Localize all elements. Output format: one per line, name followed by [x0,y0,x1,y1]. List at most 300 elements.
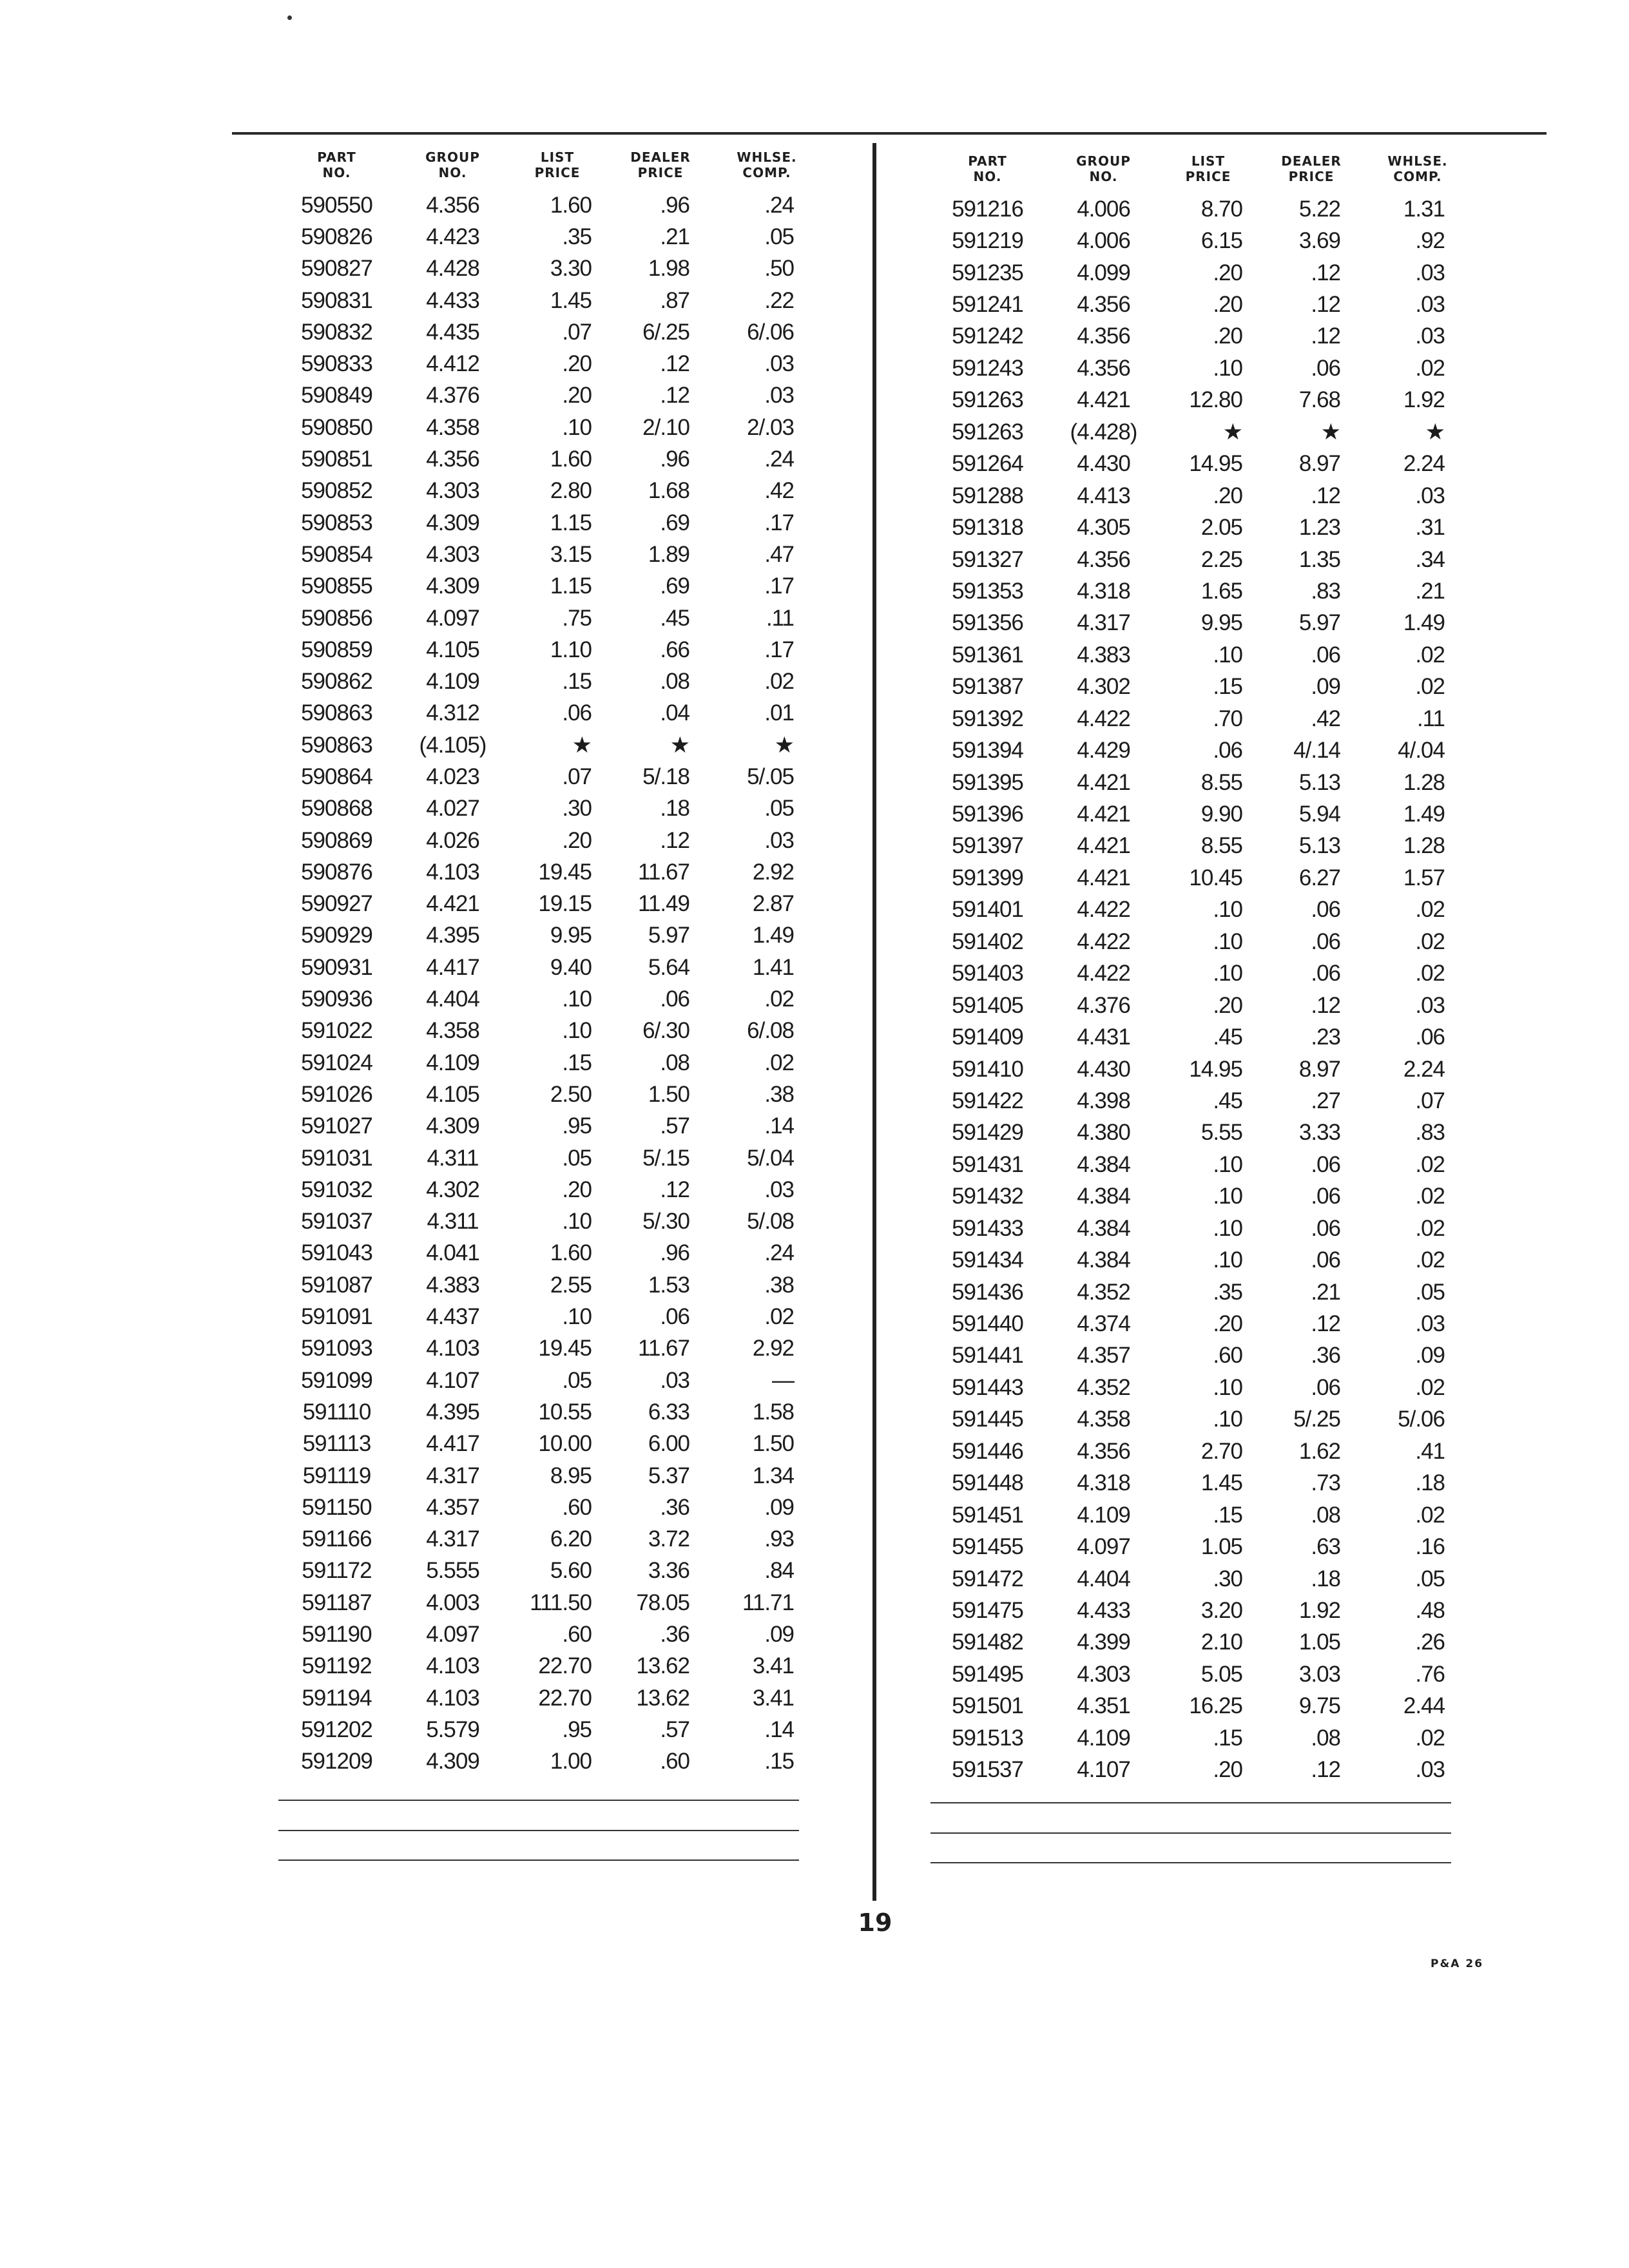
list-price-cell: ★ [572,732,592,758]
dealer-price-cell: .87 [660,287,689,313]
header-group-no: GROUP NO. [1076,153,1131,184]
table-row [277,1714,818,1745]
table-row [277,539,818,570]
group-no-cell: 4.358 [426,414,479,440]
group-no-cell: 4.404 [426,986,479,1012]
group-no-cell: 4.433 [1077,1597,1130,1623]
whlse-comp-cell: .02 [764,1304,794,1330]
part-no-cell: 590862 [301,669,372,695]
group-no-cell: 5.555 [426,1558,479,1584]
table-row [277,1619,818,1650]
whlse-comp-cell: .93 [764,1526,794,1552]
dealer-price-cell: .06 [1311,1247,1340,1273]
dealer-price-cell: .12 [660,351,689,377]
whlse-comp-cell: .76 [1415,1661,1445,1687]
part-no-cell: 591409 [952,1024,1023,1050]
list-price-cell: 3.20 [1200,1597,1242,1623]
group-no-cell: 4.302 [1077,674,1130,700]
group-no-cell: 4.395 [426,923,479,948]
dealer-price-cell: 11.67 [638,859,689,885]
whlse-comp-cell: .05 [1415,1566,1445,1591]
table-row [277,889,818,920]
header-part-no: PART NO. [317,149,356,180]
dealer-price-cell: .08 [1311,1725,1340,1751]
table-row [928,1722,1469,1754]
group-no-cell: 4.023 [426,764,479,789]
list-price-cell: 22.70 [538,1685,592,1711]
blank-rule [278,1800,799,1801]
list-price-cell: 1.60 [550,192,592,218]
dealer-price-cell: 1.53 [648,1272,689,1298]
group-no-cell: 4.105 [426,637,479,662]
group-no-cell: 4.107 [1077,1757,1130,1783]
group-no-cell: 4.109 [1077,1502,1130,1528]
whlse-comp-cell: 1.50 [752,1431,794,1457]
table-row [928,289,1469,320]
whlse-comp-cell: .14 [764,1716,794,1742]
whlse-comp-cell: .02 [1415,928,1445,954]
table-row [928,1627,1469,1658]
dealer-price-cell: .09 [1311,674,1340,700]
whlse-comp-cell: .02 [1415,355,1445,381]
whlse-comp-cell: .83 [1415,1120,1445,1146]
group-no-cell: 4.109 [426,1050,479,1075]
whlse-comp-cell: 1.34 [752,1463,794,1488]
whlse-comp-cell: 1.49 [752,923,794,948]
header-whlse-comp: WHLSE. COMP. [737,149,797,180]
list-price-cell: .45 [1213,1088,1242,1113]
list-price-cell: 1.00 [550,1749,592,1774]
group-no-cell: 4.422 [1077,961,1130,986]
whlse-comp-cell: .01 [764,700,794,726]
table-row [928,990,1469,1021]
table-row [277,285,818,316]
dealer-price-cell: .36 [660,1494,689,1520]
whlse-comp-cell: 2.92 [752,859,794,885]
whlse-comp-cell: .14 [764,1113,794,1139]
table-row [928,1340,1469,1372]
table-row [277,1142,818,1174]
table-row [928,448,1469,480]
list-price-cell: .15 [562,669,592,695]
list-price-cell: 8.95 [550,1463,592,1488]
list-price-cell: .95 [562,1716,592,1742]
group-no-cell: 4.305 [1077,515,1130,541]
whlse-comp-cell: .02 [1415,1215,1445,1241]
table-row [277,825,818,856]
table-row [928,798,1469,830]
whlse-comp-cell: 1.57 [1403,865,1445,890]
part-no-cell: 591209 [301,1749,372,1774]
list-price-cell: .20 [562,1177,592,1202]
group-no-cell: 4.356 [426,447,479,472]
whlse-comp-cell: 2.87 [752,891,794,917]
part-no-cell: 591219 [952,228,1023,254]
group-no-cell: 4.412 [426,351,479,377]
list-price-cell: 19.15 [538,891,592,917]
dealer-price-cell: .04 [660,700,689,726]
list-price-cell: 5.05 [1200,1661,1242,1687]
header-group-no: GROUP NO. [425,149,480,180]
part-no-cell: 591495 [952,1661,1023,1687]
left-header-row [277,149,818,189]
group-no-cell: 4.383 [426,1272,479,1298]
dealer-price-cell: .06 [660,986,689,1012]
table-row [277,1651,818,1682]
part-no-cell: 591405 [952,992,1023,1018]
part-no-cell: 591387 [952,674,1023,700]
table-row [928,257,1469,289]
list-price-cell: .10 [1213,897,1242,923]
group-no-cell: 4.351 [1077,1693,1130,1719]
table-row [277,1301,818,1332]
group-no-cell: 4.303 [1077,1661,1130,1687]
list-price-cell: 1.15 [550,510,592,535]
whlse-comp-cell: .50 [764,256,794,282]
group-no-cell: 4.421 [1077,769,1130,795]
whlse-comp-cell: 2.92 [752,1336,794,1361]
list-price-cell: .15 [1213,1725,1242,1751]
table-row [928,193,1469,225]
group-no-cell: 4.318 [1077,578,1130,604]
whlse-comp-cell: .03 [1415,483,1445,508]
part-no-cell: 591150 [302,1494,372,1520]
dealer-price-cell: .12 [1311,992,1340,1018]
whlse-comp-cell: 2.24 [1403,451,1445,477]
table-row [928,512,1469,543]
whlse-comp-cell: .02 [1415,897,1445,923]
table-row [277,348,818,380]
list-price-cell: .10 [1213,1374,1242,1400]
whlse-comp-cell: 5/.05 [747,764,794,789]
table-row [928,862,1469,894]
list-price-cell: 9.40 [550,954,592,980]
list-price-cell: .05 [562,1367,592,1393]
list-price-cell: .20 [1213,260,1242,285]
table-row [928,1244,1469,1276]
list-price-cell: .10 [1213,355,1242,381]
dealer-price-cell: 1.89 [648,541,689,567]
part-no-cell: 591431 [952,1151,1023,1177]
header-dealer-price: DEALER PRICE [1281,153,1342,184]
list-price-cell: 14.95 [1189,1056,1242,1082]
group-no-cell: 4.312 [426,700,479,726]
whlse-comp-cell: 6/.08 [747,1018,794,1044]
left-table-body [277,189,818,1778]
blank-rule [278,1830,799,1831]
list-price-cell: .10 [1213,1407,1242,1432]
whlse-comp-cell: .92 [1415,228,1445,254]
table-row [277,443,818,475]
list-price-cell: 10.55 [538,1399,592,1425]
part-no-cell: 591318 [952,515,1023,541]
dealer-price-cell: .06 [1311,1215,1340,1241]
table-row [277,571,818,602]
table-row [928,1085,1469,1117]
table-row [277,602,818,634]
list-price-cell: .05 [562,1145,592,1171]
part-no-cell: 591043 [301,1240,372,1266]
dealer-price-cell: .23 [1311,1024,1340,1050]
list-price-cell: .60 [562,1494,592,1520]
part-no-cell: 591356 [952,610,1023,636]
whlse-comp-cell: .03 [1415,323,1445,349]
part-no-cell: 591110 [302,1399,371,1425]
table-row [277,476,818,507]
table-row [277,1015,818,1047]
dealer-price-cell: .12 [1311,1757,1340,1783]
table-row [277,507,818,539]
whlse-comp-cell: 1.49 [1403,610,1445,636]
table-row [277,1460,818,1492]
part-no-cell: 591392 [952,706,1023,731]
whlse-comp-cell: .09 [764,1622,794,1647]
whlse-comp-cell: .03 [1415,260,1445,285]
group-no-cell: 4.006 [1077,196,1130,222]
group-no-cell: 4.317 [426,1463,479,1488]
part-no-cell: 590826 [301,224,372,249]
part-no-cell: 591432 [952,1184,1023,1209]
part-no-cell: 590863 [301,700,372,726]
dealer-price-cell: 2/.10 [642,414,689,440]
group-no-cell: 4.433 [426,287,479,313]
part-no-cell: 591327 [952,546,1023,572]
part-no-cell: 591099 [301,1367,372,1393]
dealer-price-cell: .36 [660,1622,689,1647]
dealer-price-cell: 8.97 [1298,1056,1340,1082]
list-price-cell: 2.50 [550,1081,592,1107]
whlse-comp-cell: .05 [764,796,794,822]
dealer-price-cell: .08 [1311,1502,1340,1528]
dealer-price-cell: .06 [1311,961,1340,986]
whlse-comp-cell: — [772,1367,794,1393]
whlse-comp-cell: ★ [774,732,794,758]
dealer-price-cell: .83 [1311,578,1340,604]
list-price-cell: .20 [562,827,592,853]
list-price-cell: 22.70 [538,1653,592,1679]
whlse-comp-cell: .05 [764,224,794,249]
table-row [928,416,1469,448]
table-row [928,1658,1469,1690]
whlse-comp-cell: .24 [764,1240,794,1266]
part-no-cell: 591455 [952,1534,1023,1560]
group-no-cell: 4.302 [426,1177,479,1202]
part-no-cell: 591242 [952,323,1023,349]
dealer-price-cell: .27 [1311,1088,1340,1113]
group-no-cell: (4.428) [1070,419,1137,445]
dealer-price-cell: .42 [1311,706,1340,731]
part-no-cell: 590831 [301,287,372,313]
group-no-cell: 4.311 [427,1209,479,1235]
part-no-cell: 591031 [301,1145,372,1171]
whlse-comp-cell: 6/.06 [747,319,794,345]
whlse-comp-cell: 5/.08 [747,1209,794,1235]
blank-rule [930,1862,1451,1863]
list-price-cell: 9.95 [550,923,592,948]
group-no-cell: 4.356 [1077,323,1130,349]
group-no-cell: 4.303 [426,541,479,567]
table-row [928,1563,1469,1595]
list-price-cell: ★ [1222,419,1242,445]
whlse-comp-cell: .11 [1416,706,1445,731]
list-price-cell: .10 [1213,642,1242,668]
part-no-cell: 590856 [301,605,372,631]
list-price-cell: 2.10 [1200,1629,1242,1655]
list-price-cell: 8.55 [1200,833,1242,859]
part-no-cell: 591410 [952,1056,1023,1082]
list-price-cell: .60 [1213,1343,1242,1369]
dealer-price-cell: 5.13 [1298,769,1340,795]
whlse-comp-cell: .03 [1415,992,1445,1018]
part-no-cell: 591027 [301,1113,372,1139]
dealer-price-cell: .06 [1311,928,1340,954]
part-no-cell: 590929 [301,923,372,948]
dealer-price-cell: .21 [660,224,689,249]
part-no-cell: 591119 [302,1463,371,1488]
part-no-cell: 591091 [301,1304,372,1330]
header-dealer-price: DEALER PRICE [630,149,691,180]
dealer-price-cell: .63 [1311,1534,1340,1560]
dealer-price-cell: .57 [660,1113,689,1139]
part-no-cell: 590855 [301,573,372,599]
table-row [928,544,1469,575]
table-row [277,380,818,412]
blank-rule [930,1802,1451,1803]
dealer-price-cell: 5.13 [1298,833,1340,859]
group-no-cell: 4.356 [1077,292,1130,318]
list-price-cell: 8.55 [1200,769,1242,795]
dealer-price-cell: 5.64 [648,954,689,980]
table-row [928,671,1469,703]
table-row [277,1396,818,1428]
list-price-cell: .06 [1213,738,1242,764]
whlse-comp-cell: 1.92 [1403,387,1445,413]
dealer-price-cell: .06 [660,1304,689,1330]
list-price-cell: .30 [1213,1566,1242,1591]
group-no-cell: 4.105 [426,1081,479,1107]
list-price-cell: .20 [1213,483,1242,508]
list-price-cell: 14.95 [1189,451,1242,477]
table-row [928,831,1469,862]
table-row [928,575,1469,607]
list-price-cell: 3.15 [550,541,592,567]
dealer-price-cell: .69 [660,510,689,535]
part-no-cell: 591446 [952,1438,1023,1464]
whlse-comp-cell: 3.41 [752,1653,794,1679]
dealer-price-cell: .57 [660,1716,689,1742]
group-no-cell: 4.041 [426,1240,479,1266]
part-no-cell: 591194 [302,1685,372,1711]
part-no-cell: 591241 [952,292,1023,318]
table-row [928,1499,1469,1531]
group-no-cell: 4.374 [1077,1311,1130,1337]
part-no-cell: 591264 [952,451,1023,477]
list-price-cell: .95 [562,1113,592,1139]
dealer-price-cell: 1.50 [648,1081,689,1107]
group-no-cell: 4.384 [1077,1184,1130,1209]
group-no-cell: 4.097 [1077,1534,1130,1560]
table-row [928,1117,1469,1149]
table-row [277,1555,818,1587]
dealer-price-cell: .73 [1311,1470,1340,1496]
group-no-cell: (4.105) [419,732,487,758]
whlse-comp-cell: 1.28 [1403,769,1445,795]
list-price-cell: 2.05 [1200,515,1242,541]
table-row [277,1047,818,1079]
part-no-cell: 590833 [301,351,372,377]
list-price-cell: 2.70 [1200,1438,1242,1464]
dealer-price-cell: 7.68 [1298,387,1340,413]
blank-rule [278,1860,799,1861]
group-no-cell: 4.309 [426,510,479,535]
whlse-comp-cell: .26 [1415,1629,1445,1655]
whlse-comp-cell: 5/.06 [1398,1407,1445,1432]
footer-code: P&A 26 [1431,1957,1484,1970]
dealer-price-cell: .36 [1311,1343,1340,1369]
part-no-cell: 590851 [301,447,372,472]
list-price-cell: .20 [562,351,592,377]
dealer-price-cell: 6.27 [1298,865,1340,890]
list-price-cell: 2.55 [550,1272,592,1298]
group-no-cell: 4.103 [426,1685,479,1711]
table-row [277,698,818,729]
part-no-cell: 590854 [301,541,372,567]
group-no-cell: 4.358 [1077,1407,1130,1432]
list-price-cell: 19.45 [538,1336,592,1361]
part-no-cell: 591192 [302,1653,372,1679]
dealer-price-cell: .12 [1311,483,1340,508]
table-row [277,1174,818,1206]
whlse-comp-cell: .42 [764,478,794,504]
whlse-comp-cell: 5/.04 [747,1145,794,1171]
list-price-cell: .10 [562,1209,592,1235]
part-no-cell: 591087 [301,1272,372,1298]
list-price-cell: .15 [562,1050,592,1075]
whlse-comp-cell: .02 [1415,1247,1445,1273]
whlse-comp-cell: 1.58 [752,1399,794,1425]
table-row [277,983,818,1015]
dealer-price-cell: .08 [660,1050,689,1075]
whlse-comp-cell: .21 [1415,578,1445,604]
list-price-cell: 1.45 [550,287,592,313]
list-price-cell: .75 [562,605,592,631]
whlse-comp-cell: 4/.04 [1398,738,1445,764]
part-no-cell: 591445 [952,1407,1023,1432]
dealer-price-cell: ★ [670,732,689,758]
list-price-cell: 1.10 [550,637,592,662]
dealer-price-cell: .12 [660,1177,689,1202]
list-price-cell: .45 [1213,1024,1242,1050]
dealer-price-cell: 6/.25 [642,319,689,345]
table-row [277,1365,818,1396]
dealer-price-cell: 8.97 [1298,451,1340,477]
dealer-price-cell: .03 [660,1367,689,1393]
part-no-cell: 590936 [301,986,372,1012]
dealer-price-cell: 5/.15 [642,1145,689,1171]
table-row [928,1436,1469,1467]
list-price-cell: .07 [562,764,592,789]
part-no-cell: 591032 [301,1177,372,1202]
group-no-cell: 4.003 [426,1590,479,1615]
table-row [277,856,818,888]
table-row [277,793,818,825]
list-price-cell: 9.90 [1200,802,1242,827]
part-no-cell: 591451 [952,1502,1023,1528]
table-row [277,952,818,983]
header-part-no: PART NO. [968,153,1007,184]
list-price-cell: 5.60 [550,1558,592,1584]
list-price-cell: .10 [1213,1247,1242,1273]
